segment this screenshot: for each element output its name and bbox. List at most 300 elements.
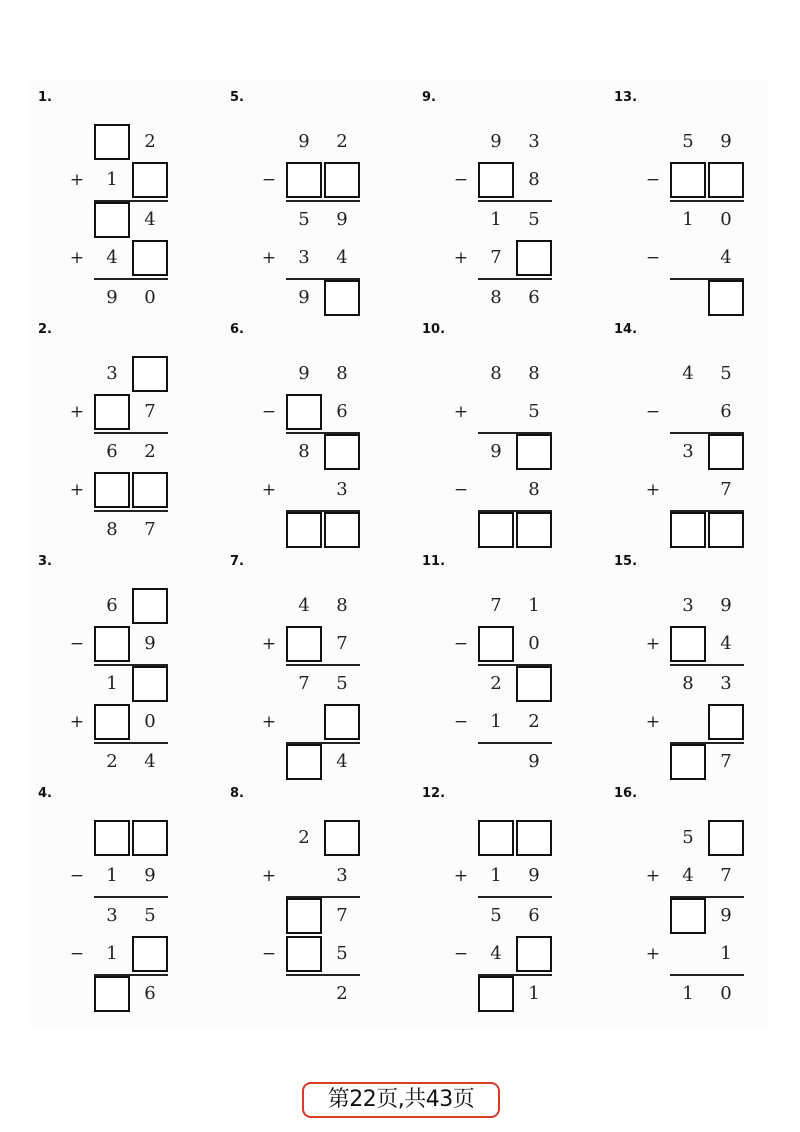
problem-line [604, 666, 764, 702]
digit: 3 [336, 479, 348, 500]
answer-box[interactable] [708, 512, 744, 548]
operator-sign [644, 820, 662, 856]
digit: 5 [528, 209, 540, 230]
problem-line [604, 704, 764, 740]
digit: 6 [106, 595, 118, 616]
problem-4 [28, 776, 188, 1008]
operator-sign [68, 898, 86, 934]
problem-3 [28, 544, 188, 776]
problem-line [220, 240, 380, 276]
digit: 5 [682, 131, 694, 152]
answer-box[interactable] [132, 820, 168, 856]
operator-sign [644, 666, 662, 702]
answer-box[interactable] [286, 512, 322, 548]
problem-1 [28, 80, 188, 312]
problem-line [220, 512, 380, 548]
digit: 3 [720, 673, 732, 694]
problem-13 [604, 80, 764, 312]
operator-sign: + [261, 480, 277, 500]
problem-line [412, 202, 572, 238]
result-rule [94, 664, 168, 666]
digit: 4 [682, 363, 694, 384]
problem-line [412, 472, 572, 508]
answer-box[interactable] [324, 704, 360, 740]
answer-box[interactable] [94, 626, 130, 662]
problem-line [28, 434, 188, 470]
operator-sign: + [261, 712, 277, 732]
digit [670, 936, 706, 972]
operator-sign: − [261, 170, 277, 190]
result-rule [286, 896, 360, 898]
digit: 2 [144, 441, 156, 462]
operator-sign: + [645, 712, 661, 732]
problem-line [220, 588, 380, 624]
answer-box[interactable] [132, 240, 168, 276]
result-rule [94, 974, 168, 976]
problem-line [604, 588, 764, 624]
operator-sign: + [261, 634, 277, 654]
digit: 4 [490, 943, 502, 964]
problem-line [220, 820, 380, 856]
digit: 3 [106, 905, 118, 926]
digit: 0 [528, 633, 540, 654]
operator-sign: + [453, 402, 469, 422]
answer-box[interactable] [516, 434, 552, 470]
digit: 8 [682, 673, 694, 694]
answer-box[interactable] [670, 512, 706, 548]
answer-box[interactable] [324, 280, 360, 316]
problem-line [28, 280, 188, 316]
digit: 3 [298, 247, 310, 268]
problem-line [220, 666, 380, 702]
digit [478, 744, 514, 780]
digit: 8 [490, 363, 502, 384]
answer-box[interactable] [670, 626, 706, 662]
digit [670, 280, 706, 316]
answer-box[interactable] [94, 820, 130, 856]
problem-number: 15. [614, 554, 638, 569]
operator-sign [644, 744, 662, 780]
problem-number: 10. [422, 322, 446, 337]
operator-sign [68, 820, 86, 856]
answer-box[interactable] [132, 588, 168, 624]
digit: 9 [144, 865, 156, 886]
problem-line [412, 280, 572, 316]
digit: 1 [490, 865, 502, 886]
digit: 9 [298, 363, 310, 384]
digit: 1 [106, 673, 118, 694]
digit: 9 [528, 865, 540, 886]
problem-line [412, 588, 572, 624]
problem-10 [412, 312, 572, 544]
answer-box[interactable] [132, 356, 168, 392]
operator-sign [452, 898, 470, 934]
problem-line [220, 626, 380, 662]
problem-line [220, 434, 380, 470]
operator-sign [260, 512, 278, 548]
digit: 4 [336, 247, 348, 268]
digit: 8 [336, 363, 348, 384]
digit: 9 [720, 595, 732, 616]
result-rule [478, 200, 552, 202]
answer-box[interactable] [324, 820, 360, 856]
digit: 2 [490, 673, 502, 694]
operator-sign: − [69, 634, 85, 654]
result-rule [478, 896, 552, 898]
problem-line [604, 858, 764, 894]
answer-box[interactable] [94, 472, 130, 508]
problem-6 [220, 312, 380, 544]
digit: 9 [490, 441, 502, 462]
problem-line [604, 744, 764, 780]
answer-box[interactable] [708, 280, 744, 316]
digit: 9 [720, 905, 732, 926]
problem-line [28, 976, 188, 1012]
problem-line [28, 588, 188, 624]
digit: 4 [144, 209, 156, 230]
digit: 1 [528, 983, 540, 1004]
problem-line [604, 976, 764, 1012]
digit: 4 [298, 595, 310, 616]
answer-box[interactable] [516, 512, 552, 548]
digit: 4 [682, 865, 694, 886]
digit: 5 [298, 209, 310, 230]
problem-line [220, 472, 380, 508]
digit: 9 [106, 287, 118, 308]
digit: 4 [144, 751, 156, 772]
digit: 5 [336, 673, 348, 694]
digit: 5 [682, 827, 694, 848]
answer-box[interactable] [286, 936, 322, 972]
problem-line [604, 472, 764, 508]
operator-sign [68, 434, 86, 470]
answer-box[interactable] [670, 162, 706, 198]
digit: 5 [720, 363, 732, 384]
problem-line [412, 240, 572, 276]
problem-line [220, 356, 380, 392]
problem-line [220, 124, 380, 160]
problem-line [412, 936, 572, 972]
problem-line [412, 356, 572, 392]
answer-box[interactable] [324, 434, 360, 470]
digit: 6 [528, 905, 540, 926]
problem-number: 8. [230, 786, 244, 801]
digit: 0 [720, 983, 732, 1004]
operator-sign: − [261, 944, 277, 964]
operator-sign: + [69, 248, 85, 268]
operator-sign [452, 744, 470, 780]
answer-box[interactable] [708, 162, 744, 198]
operator-sign [260, 124, 278, 160]
problem-line [220, 936, 380, 972]
operator-sign [68, 512, 86, 548]
problem-9 [412, 80, 572, 312]
operator-sign [68, 976, 86, 1012]
result-rule [670, 278, 744, 280]
answer-box[interactable] [286, 394, 322, 430]
answer-box[interactable] [286, 898, 322, 934]
operator-sign: + [645, 944, 661, 964]
answer-box[interactable] [94, 394, 130, 430]
digit: 2 [106, 751, 118, 772]
problem-number: 6. [230, 322, 244, 337]
problem-line [220, 280, 380, 316]
digit: 3 [336, 865, 348, 886]
digit: 6 [106, 441, 118, 462]
problem-line [28, 162, 188, 198]
result-rule [670, 742, 744, 744]
problem-number: 2. [38, 322, 52, 337]
digit: 1 [106, 169, 118, 190]
problem-line [28, 202, 188, 238]
operator-sign: + [261, 248, 277, 268]
digit: 5 [528, 401, 540, 422]
result-rule [670, 432, 744, 434]
problem-line [28, 512, 188, 548]
result-rule [478, 510, 552, 512]
problem-number: 7. [230, 554, 244, 569]
result-rule [286, 742, 360, 744]
problem-8 [220, 776, 380, 1008]
answer-box[interactable] [132, 666, 168, 702]
answer-box[interactable] [286, 162, 322, 198]
problem-line [412, 744, 572, 780]
result-rule [670, 510, 744, 512]
problem-line [412, 162, 572, 198]
problem-number: 5. [230, 90, 244, 105]
problem-line [604, 202, 764, 238]
operator-sign: − [453, 170, 469, 190]
operator-sign: − [453, 712, 469, 732]
digit: 6 [528, 287, 540, 308]
problem-line [412, 704, 572, 740]
operator-sign [68, 202, 86, 238]
answer-box[interactable] [708, 434, 744, 470]
problem-line [412, 434, 572, 470]
operator-sign: + [261, 866, 277, 886]
answer-box[interactable] [324, 512, 360, 548]
digit: 1 [682, 209, 694, 230]
operator-sign [260, 744, 278, 780]
problem-line [604, 512, 764, 548]
digit: 9 [720, 131, 732, 152]
answer-box[interactable] [132, 936, 168, 972]
problem-line [28, 898, 188, 934]
problem-line [412, 976, 572, 1012]
problem-line [220, 744, 380, 780]
answer-box[interactable] [478, 820, 514, 856]
problem-line [604, 936, 764, 972]
operator-sign [260, 588, 278, 624]
result-rule [478, 664, 552, 666]
digit: 3 [682, 441, 694, 462]
answer-box[interactable] [478, 626, 514, 662]
operator-sign [260, 976, 278, 1012]
answer-box[interactable] [132, 472, 168, 508]
problem-number: 4. [38, 786, 52, 801]
operator-sign [452, 356, 470, 392]
digit [286, 704, 322, 740]
digit: 4 [720, 633, 732, 654]
operator-sign [644, 124, 662, 160]
operator-sign [68, 280, 86, 316]
operator-sign [260, 898, 278, 934]
operator-sign [452, 588, 470, 624]
digit: 9 [144, 633, 156, 654]
digit: 9 [336, 209, 348, 230]
problem-line [28, 820, 188, 856]
answer-box[interactable] [708, 704, 744, 740]
result-rule [286, 200, 360, 202]
problem-line [28, 666, 188, 702]
problem-line [28, 394, 188, 430]
digit [670, 240, 706, 276]
result-rule [286, 432, 360, 434]
digit: 2 [144, 131, 156, 152]
operator-sign [644, 202, 662, 238]
answer-box[interactable] [286, 626, 322, 662]
digit [478, 394, 514, 430]
operator-sign [644, 976, 662, 1012]
result-rule [286, 974, 360, 976]
digit: 8 [298, 441, 310, 462]
problem-line [220, 202, 380, 238]
page-indicator: 第22页,共43页 [302, 1082, 500, 1118]
operator-sign [644, 280, 662, 316]
problem-number: 16. [614, 786, 638, 801]
answer-box[interactable] [708, 820, 744, 856]
problem-line [412, 124, 572, 160]
answer-box[interactable] [516, 936, 552, 972]
result-rule [286, 278, 360, 280]
answer-box[interactable] [516, 240, 552, 276]
digit: 0 [144, 711, 156, 732]
problem-5 [220, 80, 380, 312]
operator-sign [68, 356, 86, 392]
digit [478, 472, 514, 508]
digit: 1 [528, 595, 540, 616]
operator-sign: − [645, 170, 661, 190]
answer-box[interactable] [670, 744, 706, 780]
digit [670, 472, 706, 508]
answer-box[interactable] [478, 512, 514, 548]
problem-line [28, 472, 188, 508]
problem-number: 14. [614, 322, 638, 337]
result-rule [478, 742, 552, 744]
problem-line [604, 240, 764, 276]
problem-line [220, 976, 380, 1012]
digit: 9 [298, 131, 310, 152]
operator-sign [452, 976, 470, 1012]
problem-number: 1. [38, 90, 52, 105]
result-rule [94, 278, 168, 280]
problem-line [220, 704, 380, 740]
problem-line [28, 356, 188, 392]
operator-sign: + [69, 170, 85, 190]
digit: 6 [336, 401, 348, 422]
digit: 2 [336, 131, 348, 152]
operator-sign [452, 434, 470, 470]
problem-line [412, 858, 572, 894]
problem-line [412, 898, 572, 934]
digit: 7 [490, 247, 502, 268]
problem-7 [220, 544, 380, 776]
digit [670, 704, 706, 740]
operator-sign [68, 744, 86, 780]
digit: 9 [528, 751, 540, 772]
digit: 3 [682, 595, 694, 616]
problem-line [220, 898, 380, 934]
digit: 8 [490, 287, 502, 308]
problem-16 [604, 776, 764, 1008]
digit: 9 [298, 287, 310, 308]
digit: 2 [336, 983, 348, 1004]
problem-2 [28, 312, 188, 544]
worksheet [28, 80, 768, 1028]
digit [286, 976, 322, 1012]
operator-sign [644, 434, 662, 470]
problem-line [604, 394, 764, 430]
operator-sign: − [645, 248, 661, 268]
problem-number: 13. [614, 90, 638, 105]
problem-line [412, 394, 572, 430]
answer-box[interactable] [94, 976, 130, 1012]
answer-box[interactable] [94, 124, 130, 160]
problem-line [604, 434, 764, 470]
operator-sign [644, 356, 662, 392]
problem-14 [604, 312, 764, 544]
answer-box[interactable] [286, 744, 322, 780]
problem-line [28, 240, 188, 276]
operator-sign [260, 434, 278, 470]
answer-box[interactable] [478, 162, 514, 198]
operator-sign: + [453, 866, 469, 886]
problem-line [412, 666, 572, 702]
digit: 7 [490, 595, 502, 616]
operator-sign [644, 588, 662, 624]
operator-sign: + [645, 866, 661, 886]
result-rule [478, 974, 552, 976]
operator-sign: − [453, 944, 469, 964]
answer-box[interactable] [94, 704, 130, 740]
digit: 1 [106, 943, 118, 964]
answer-box[interactable] [324, 162, 360, 198]
answer-box[interactable] [478, 976, 514, 1012]
result-rule [94, 742, 168, 744]
digit: 7 [720, 479, 732, 500]
answer-box[interactable] [670, 898, 706, 934]
answer-box[interactable] [516, 666, 552, 702]
problem-line [604, 124, 764, 160]
answer-box[interactable] [516, 820, 552, 856]
digit: 7 [144, 401, 156, 422]
problem-11 [412, 544, 572, 776]
digit: 0 [720, 209, 732, 230]
problem-number: 3. [38, 554, 52, 569]
digit: 1 [490, 711, 502, 732]
digit: 7 [720, 865, 732, 886]
operator-sign: − [69, 866, 85, 886]
operator-sign: + [645, 634, 661, 654]
result-rule [670, 974, 744, 976]
digit: 7 [336, 633, 348, 654]
operator-sign [260, 280, 278, 316]
answer-box[interactable] [94, 202, 130, 238]
answer-box[interactable] [132, 162, 168, 198]
digit: 6 [144, 983, 156, 1004]
problem-line [28, 704, 188, 740]
problem-line [220, 858, 380, 894]
